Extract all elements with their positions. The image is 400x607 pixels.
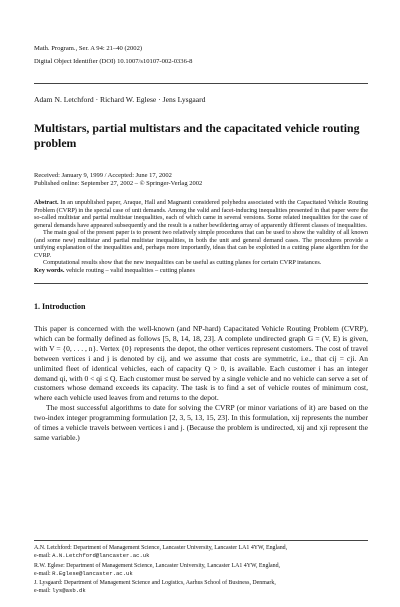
paper-title: Multistars, partial multistars and the capacitated vehicle routing problem xyxy=(34,121,360,150)
email-address[interactable]: lys@asb.dk xyxy=(52,587,86,595)
email-address[interactable]: R.Eglese@lancaster.ac.uk xyxy=(52,569,133,577)
abstract-label: Abstract. xyxy=(34,199,59,206)
abstract-paragraph-3: Computational results show that the new inequalities can be useful as cutting planes for certain CVRP instances. xyxy=(43,259,322,266)
received-date: Received: January 9, 1999 / Accepted: June 17, 2002 xyxy=(34,172,172,179)
keywords-text: vehicle routing – valid inequalities – cutting planes xyxy=(66,267,195,274)
email-address[interactable]: A.N.Letchford@lancaster.ac.uk xyxy=(52,552,150,560)
email-label: e-mail: xyxy=(34,570,51,577)
abstract-text-1: In an unpublished paper, Araque, Hall and Magnanti considered polyhedra associated with the Capacitated Vehicle Routing Problem (CVRP) in the special case of unit demands. Among the valid and facet-inducing inequalities presented in that paper were the so-called multistar and partial multistar inequalities, each of which came in several versions. Some related inequalities for the case of general demands have appeared subsequently and the result is a rather bewildering array of apparently different classes of inequalities. xyxy=(34,199,369,229)
published-date: Published online: September 27, 2002 – © Springer-Verlag 2002 xyxy=(34,179,203,187)
doi-line: Digital Object Identifier (DOI) 10.1007/s10107-002-0336-8 xyxy=(34,58,193,65)
abstract xyxy=(34,199,368,267)
abstract-paragraph-2: The main goal of the present paper is to present two relatively simple procedures that can be used to show the validity of all known (and some new) multistar and partial multistar inequalities, in both the unit and general demand cases. The procedures provide a unifying explanation of the inequalities and, perhaps more importantly, ideas that can be exploited in a cutting plane algorithm for the CVRP. xyxy=(34,229,368,259)
footnote-affiliation: J. Lysgaard: Department of Management Science and Logistics, Aarhus School of Business, Denmark, xyxy=(34,580,276,587)
keywords xyxy=(34,267,195,275)
body-paragraph-2: The most successful algorithms to date for solving the CVRP (or minor variations of it) are based on the two-index integer programming formulation [2, 3, 5, 13, 15, 23]. In this formulation, xij represents the number of times a vehicle travels between vertices i and j. (Because the problem is undirected, xij and xji represent the same variable.) xyxy=(34,403,368,442)
publication-dates xyxy=(34,172,202,188)
header-divider xyxy=(34,83,368,84)
journal-header: Math. Program., Ser. A 94: 21–40 (2002) xyxy=(34,45,143,52)
author-footnotes xyxy=(34,545,368,598)
section-number: 1. xyxy=(34,302,40,311)
email-label: e-mail: xyxy=(34,553,51,560)
section-heading xyxy=(34,302,85,311)
email-label: e-mail: xyxy=(34,588,51,595)
abstract-paragraph-1 xyxy=(34,199,368,229)
author-list: Adam N. Letchford · Richard W. Eglese · Jens Lysgaard xyxy=(34,95,206,104)
footnote-author-1 xyxy=(34,545,368,560)
section-title: Introduction xyxy=(42,302,86,311)
body-text xyxy=(34,324,368,443)
abstract-divider xyxy=(34,283,368,284)
footnote-author-3 xyxy=(34,580,368,595)
footnote-divider xyxy=(34,540,368,541)
keywords-label: Key words. xyxy=(34,267,65,274)
footnote-affiliation: R.W. Eglese: Department of Management Science, Lancaster University, Lancaster LA1 4YW, England, xyxy=(34,562,281,569)
footnote-author-2 xyxy=(34,563,368,578)
footnote-affiliation: A.N. Letchford: Department of Management Science, Lancaster University, Lancaster LA1 4YW, England, xyxy=(34,545,288,551)
body-paragraph-1: This paper is concerned with the well-known (and NP-hard) Capacitated Vehicle Routing Problem (CVRP), which can be formally defined as follows [5, 8, 14, 18, 23]. A complete undirected graph G = (V, E) is given, with V = {0, . . . , n}. Vertex {0} represents the depot, the other vertices represent customers. The cost of travel between vertices i and j is denoted by cij, and we assume that costs are symmetric, i.e., that cij = cji. An unlimited fleet of identical vehicles, each of capacity Q > 0, is available. Each customer i has an integer demand qi, with 0 < qi ≤ Q. Each customer must be served by a single vehicle and no vehicle can serve a set of customers whose demand exceeds its capacity. The task is to find a set of vehicle routes of minimum cost, where each vehicle used leaves from and returns to the depot. xyxy=(34,324,368,403)
